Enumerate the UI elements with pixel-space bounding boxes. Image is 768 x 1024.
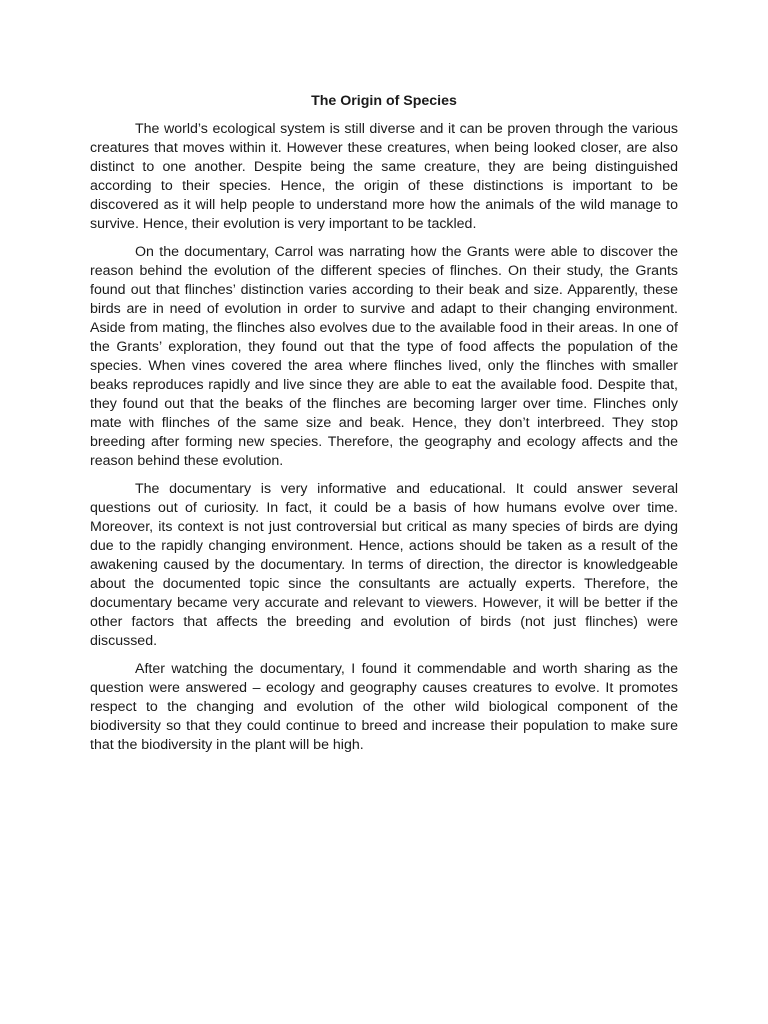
paragraph-evaluation: The documentary is very informative and educational. It could answer several questions out of curiosity. In fact, it could be a basis of how humans evolve over time. Moreover, its context is not just controversial but critical as many species of birds are dying due to the rapidly changing environment. Hence, actions should be taken as a result of the awakening caused by the documentary. In terms of direction, the director is knowledgeable about the documented topic since the consultants are actually experts. Therefore, the documentary became very accurate and relevant to viewers. However, it will be better if the other factors that affects the breeding and evolution of birds (not just flinches) were discussed. — [90, 481, 678, 649]
paragraph-conclusion: After watching the documentary, I found it commendable and worth sharing as the question were answered – ecology and geography causes creatures to evolve. It promotes respect to the changing and evolution of the other wild biological component of the biodiversity so that they could continue to breed and increase their population to make sure that the biodiversity in the plant will be high. — [90, 661, 678, 753]
paragraph-intro: The world’s ecological system is still diverse and it can be proven through the various creatures that moves within it. However these creatures, when being looked closer, are also distinct to one another. Despite being the same creature, they are being distinguished according to their species. Hence, the origin of these distinctions is important to be discovered as it will help people to understand more how the animals of the wild manage to survive. Hence, their evolution is very important to be tackled. — [90, 121, 678, 232]
document-body — [90, 92, 678, 764]
document-title: The Origin of Species — [311, 93, 457, 109]
paragraph-documentary-summary: On the documentary, Carrol was narrating how the Grants were able to discover the reason behind the evolution of the different species of flinches. On their study, the Grants found out that flinches’ distinction varies according to their beak and size. Apparently, these birds are in need of evolution in order to survive and adapt to their changing environment. Aside from mating, the flinches also evolves due to the available food in their areas. In one of the Grants’ exploration, they found out that the type of food affects the population of the species. When vines covered the area where flinches lived, only the flinches with smaller beaks reproduces rapidly and live since they are able to eat the available food. Despite that, they found out that the beaks of the flinches are becoming larger over time. Flinches only mate with flinches of the same size and beak. Hence, they don’t interbreed. They stop breeding after forming new species. Therefore, the geography and ecology affects and the reason behind these evolution. — [90, 244, 678, 469]
